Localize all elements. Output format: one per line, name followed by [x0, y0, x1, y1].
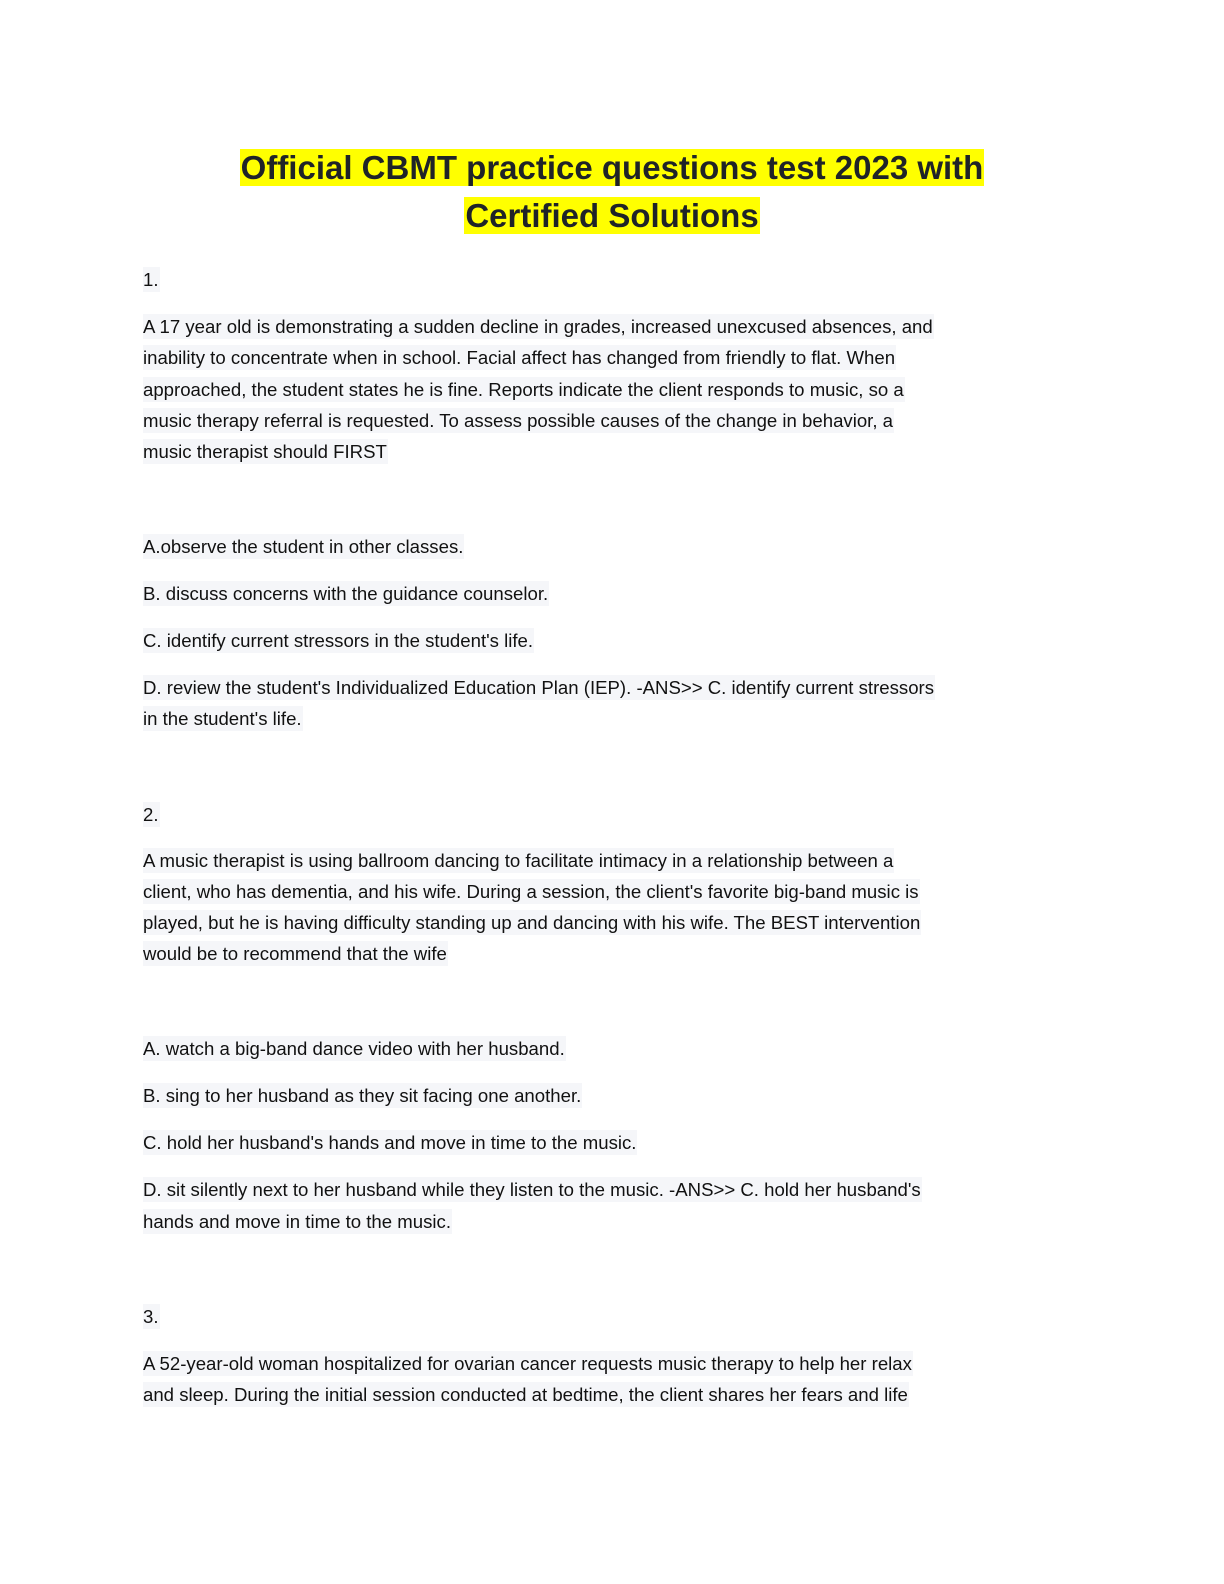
question-stem-line: [143, 407, 894, 435]
question-stem-line: [143, 847, 894, 875]
answer-option-line: [143, 674, 935, 702]
question-stem-line-text: music therapist should FIRST: [143, 441, 387, 462]
question-number-text: 2.: [143, 804, 159, 825]
question-stem-line-text: A 52-year-old woman hospitalized for ovarian cancer requests music therapy to help her relax: [143, 1353, 912, 1374]
question-stem-line: [143, 1350, 913, 1378]
question-stem-line-text: music therapy referral is requested. To assess possible causes of the change in behavior, a: [143, 410, 894, 431]
answer-option-line-text: D. sit silently next to her husband while they listen to the music. -ANS>> C. hold her husband's: [143, 1179, 921, 1200]
title-text: Official CBMT practice questions test 2023 with: [240, 149, 984, 186]
answer-option-line-text: hands and move in time to the music.: [143, 1211, 451, 1232]
document-title-line-1: [0, 145, 1224, 191]
answer-option-line: [143, 580, 549, 608]
question-number: [143, 801, 160, 829]
answer-option-line-text: C. identify current stressors in the student's life.: [143, 630, 534, 651]
question-stem-line: [143, 313, 934, 341]
question-stem-line: [143, 344, 896, 372]
answer-option-line: [143, 1208, 452, 1236]
answer-option-line-text: A.observe the student in other classes.: [143, 536, 464, 557]
answer-option-line-text: D. review the student's Individualized Education Plan (IEP). -ANS>> C. identify current stressors: [143, 677, 935, 698]
answer-option-line: [143, 705, 303, 733]
question-stem-line-text: A 17 year old is demonstrating a sudden decline in grades, increased unexcused absences, and: [143, 316, 933, 337]
question-stem-line: [143, 376, 905, 404]
question-stem-line-text: and sleep. During the initial session conducted at bedtime, the client shares her fears and life: [143, 1384, 908, 1405]
answer-option-line-text: in the student's life.: [143, 708, 302, 729]
question-stem-line: [143, 1381, 909, 1409]
answer-option-line: [143, 533, 464, 561]
question-stem-line-text: approached, the student states he is fine. Reports indicate the client responds to music, so a: [143, 379, 904, 400]
question-number: [143, 1303, 160, 1331]
question-stem-line: [143, 438, 388, 466]
question-stem-line: [143, 940, 448, 968]
answer-option-line-text: B. sing to her husband as they sit facing one another.: [143, 1085, 582, 1106]
answer-option-line-text: C. hold her husband's hands and move in time to the music.: [143, 1132, 637, 1153]
question-stem-line-text: inability to concentrate when in school. Facial affect has changed from friendly to flat. When: [143, 347, 896, 368]
document-title-line-2: [0, 193, 1224, 239]
title-text: Certified Solutions: [465, 197, 759, 234]
question-stem-line-text: client, who has dementia, and his wife. During a session, the client's favorite big-band music is: [143, 881, 919, 902]
question-stem-line-text: would be to recommend that the wife: [143, 943, 447, 964]
question-stem-line-text: played, but he is having difficulty standing up and dancing with his wife. The BEST intervention: [143, 912, 921, 933]
answer-option-line: [143, 1082, 582, 1110]
answer-option-line: [143, 627, 534, 655]
question-stem-line: [143, 878, 920, 906]
answer-option-line: [143, 1129, 637, 1157]
answer-option-line-text: A. watch a big-band dance video with her husband.: [143, 1038, 565, 1059]
question-number-text: 3.: [143, 1306, 159, 1327]
question-number: [143, 266, 160, 294]
answer-option-line-text: B. discuss concerns with the guidance counselor.: [143, 583, 549, 604]
question-stem-line: [143, 909, 921, 937]
question-stem-line-text: A music therapist is using ballroom dancing to facilitate intimacy in a relationship between a: [143, 850, 894, 871]
answer-option-line: [143, 1176, 922, 1204]
question-number-text: 1.: [143, 269, 159, 290]
answer-option-line: [143, 1035, 566, 1063]
